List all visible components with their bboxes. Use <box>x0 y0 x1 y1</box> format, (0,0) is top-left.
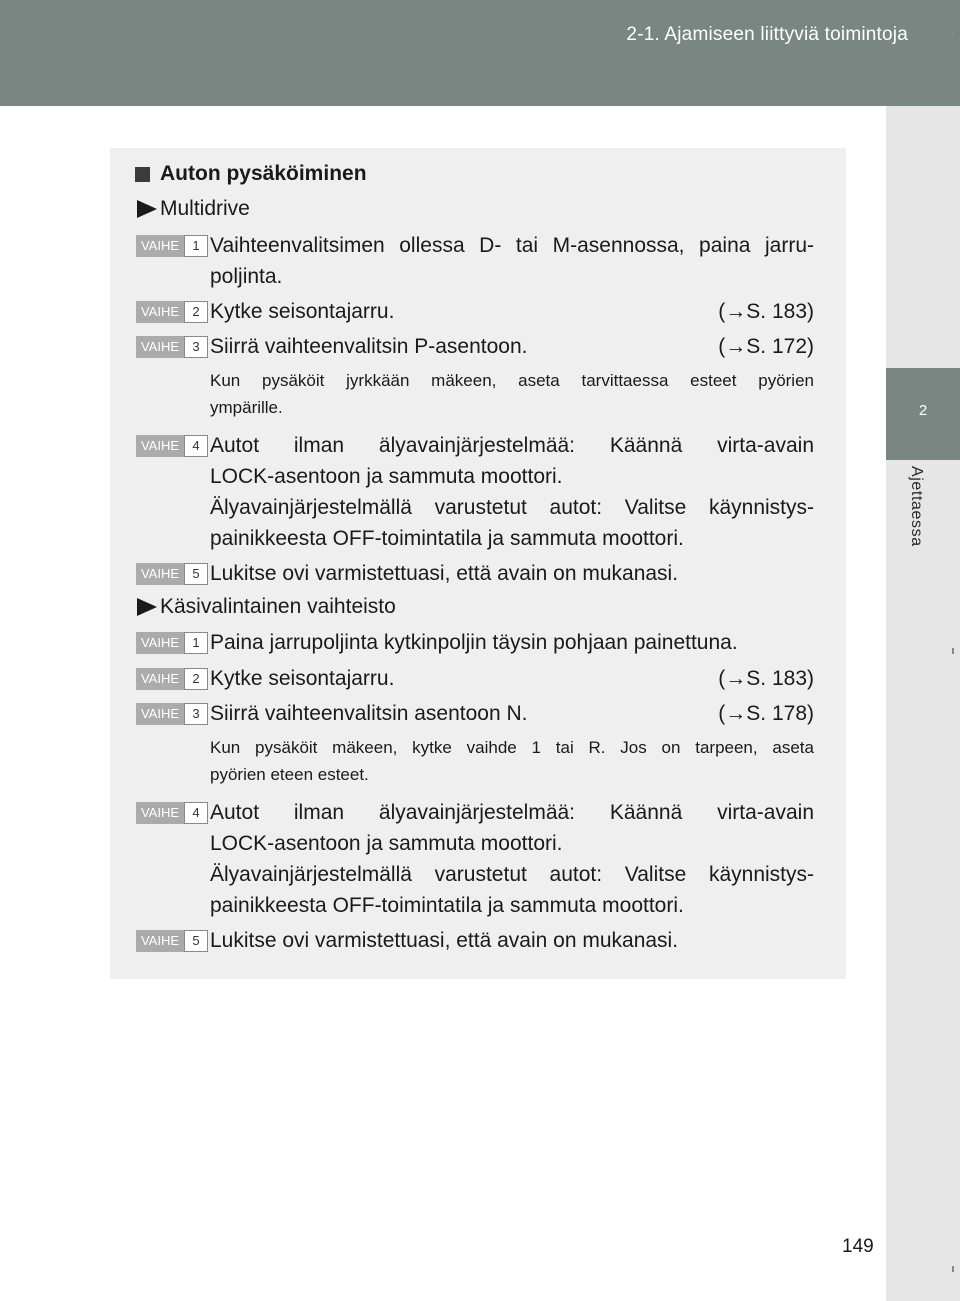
page-number: 149 <box>842 1236 874 1257</box>
triangle-bullet-icon <box>137 598 157 616</box>
step-badge-word: VAIHE <box>136 563 184 585</box>
step-text <box>210 296 814 327</box>
step-badge <box>136 235 208 257</box>
page-reference: (→S. 178) <box>718 702 814 725</box>
step-badge-number: 2 <box>184 668 208 690</box>
step-badge <box>136 435 208 457</box>
step-text <box>210 663 814 694</box>
step-text <box>210 430 814 554</box>
step-badge <box>136 632 208 654</box>
step-line: Vaihteenvalitsimen ollessa D- tai M-asennossa, paina jarru- <box>210 234 814 257</box>
chapter-label: Ajettaessa <box>908 466 925 547</box>
step-badge-word: VAIHE <box>136 632 184 654</box>
step-text <box>210 230 814 292</box>
chapter-number: 2 <box>918 402 928 419</box>
step-line: painikkeesta OFF-toimintatila ja sammuta moottori. <box>210 894 684 917</box>
step-line: LOCK-asentoon ja sammuta moottori. <box>210 832 563 855</box>
crop-mark <box>952 30 954 36</box>
step-badge-number: 4 <box>184 802 208 824</box>
subheading-multidrive <box>137 197 250 221</box>
step-badge <box>136 703 208 725</box>
note-line: pyörien eteen esteet. <box>210 765 369 784</box>
square-bullet-icon <box>135 167 150 182</box>
step-line: painikkeesta OFF-toimintatila ja sammuta moottori. <box>210 527 684 550</box>
step-badge <box>136 336 208 358</box>
step-badge <box>136 301 208 323</box>
step-line: Kytke seisontajarru. <box>210 667 395 690</box>
step-line: Älyavainjärjestelmällä varustetut autot: Valitse käynnistys- <box>210 496 814 519</box>
step-badge-word: VAIHE <box>136 703 184 725</box>
step-text <box>210 698 814 729</box>
step-badge-word: VAIHE <box>136 301 184 323</box>
step-badge-number: 2 <box>184 301 208 323</box>
note-line: Kun pysäköit jyrkkään mäkeen, aseta tarvittaessa esteet pyörien <box>210 371 814 390</box>
page-reference: (→S. 172) <box>718 335 814 358</box>
step-line: LOCK-asentoon ja sammuta moottori. <box>210 465 563 488</box>
step-line: Lukitse ovi varmistettuasi, että avain on mukanasi. <box>210 929 679 952</box>
step-badge <box>136 668 208 690</box>
header-bar <box>0 0 960 106</box>
page-reference: (→S. 183) <box>718 667 814 690</box>
step-badge-word: VAIHE <box>136 802 184 824</box>
step-badge <box>136 930 208 952</box>
step-badge-number: 3 <box>184 703 208 725</box>
step-badge-number: 5 <box>184 563 208 585</box>
step-line: Lukitse ovi varmistettuasi, että avain on mukanasi. <box>210 562 679 585</box>
step-line: Autot ilman älyavainjärjestelmää: Käännä virta-avain <box>210 801 814 824</box>
step-text <box>210 925 814 956</box>
step-badge-word: VAIHE <box>136 435 184 457</box>
step-badge-number: 1 <box>184 632 208 654</box>
subheading-text: Multidrive <box>160 197 250 220</box>
section-title <box>135 162 367 186</box>
side-tab-lower <box>886 460 960 1301</box>
step-line: Autot ilman älyavainjärjestelmää: Käännä virta-avain <box>210 434 814 457</box>
step-badge-word: VAIHE <box>136 930 184 952</box>
step-line: Siirrä vaihteenvalitsin P-asentoon. <box>210 335 528 358</box>
note-line: ympärille. <box>210 398 283 417</box>
step-line: Siirrä vaihteenvalitsin asentoon N. <box>210 702 528 725</box>
step-badge-word: VAIHE <box>136 235 184 257</box>
page-reference: (→S. 183) <box>718 300 814 323</box>
step-badge-number: 1 <box>184 235 208 257</box>
crop-mark <box>952 1266 954 1272</box>
note-line: Kun pysäköit mäkeen, kytke vaihde 1 tai R. Jos on tarpeen, aseta <box>210 738 814 757</box>
step-text <box>210 627 814 658</box>
step-line: Älyavainjärjestelmällä varustetut autot: Valitse käynnistys- <box>210 863 814 886</box>
section-title-text: Auton pysäköiminen <box>160 162 367 185</box>
step-text <box>210 797 814 921</box>
note <box>210 734 814 788</box>
step-badge-word: VAIHE <box>136 336 184 358</box>
step-badge-number: 4 <box>184 435 208 457</box>
step-text <box>210 558 814 589</box>
chapter-title: 2-1. Ajamiseen liittyviä toimintoja <box>626 24 908 45</box>
step-line: Paina jarrupoljinta kytkinpoljin täysin pohjaan painettuna. <box>210 631 738 654</box>
triangle-bullet-icon <box>137 200 157 218</box>
step-badge-number: 3 <box>184 336 208 358</box>
step-badge-number: 5 <box>184 930 208 952</box>
step-badge <box>136 802 208 824</box>
side-tab-upper <box>886 106 960 368</box>
crop-mark <box>952 648 954 654</box>
step-badge-word: VAIHE <box>136 668 184 690</box>
step-text <box>210 331 814 362</box>
step-badge <box>136 563 208 585</box>
note <box>210 367 814 421</box>
step-line: poljinta. <box>210 265 283 288</box>
subheading-text: Käsivalintainen vaihteisto <box>160 595 396 618</box>
subheading-manual <box>137 595 396 619</box>
step-line: Kytke seisontajarru. <box>210 300 395 323</box>
